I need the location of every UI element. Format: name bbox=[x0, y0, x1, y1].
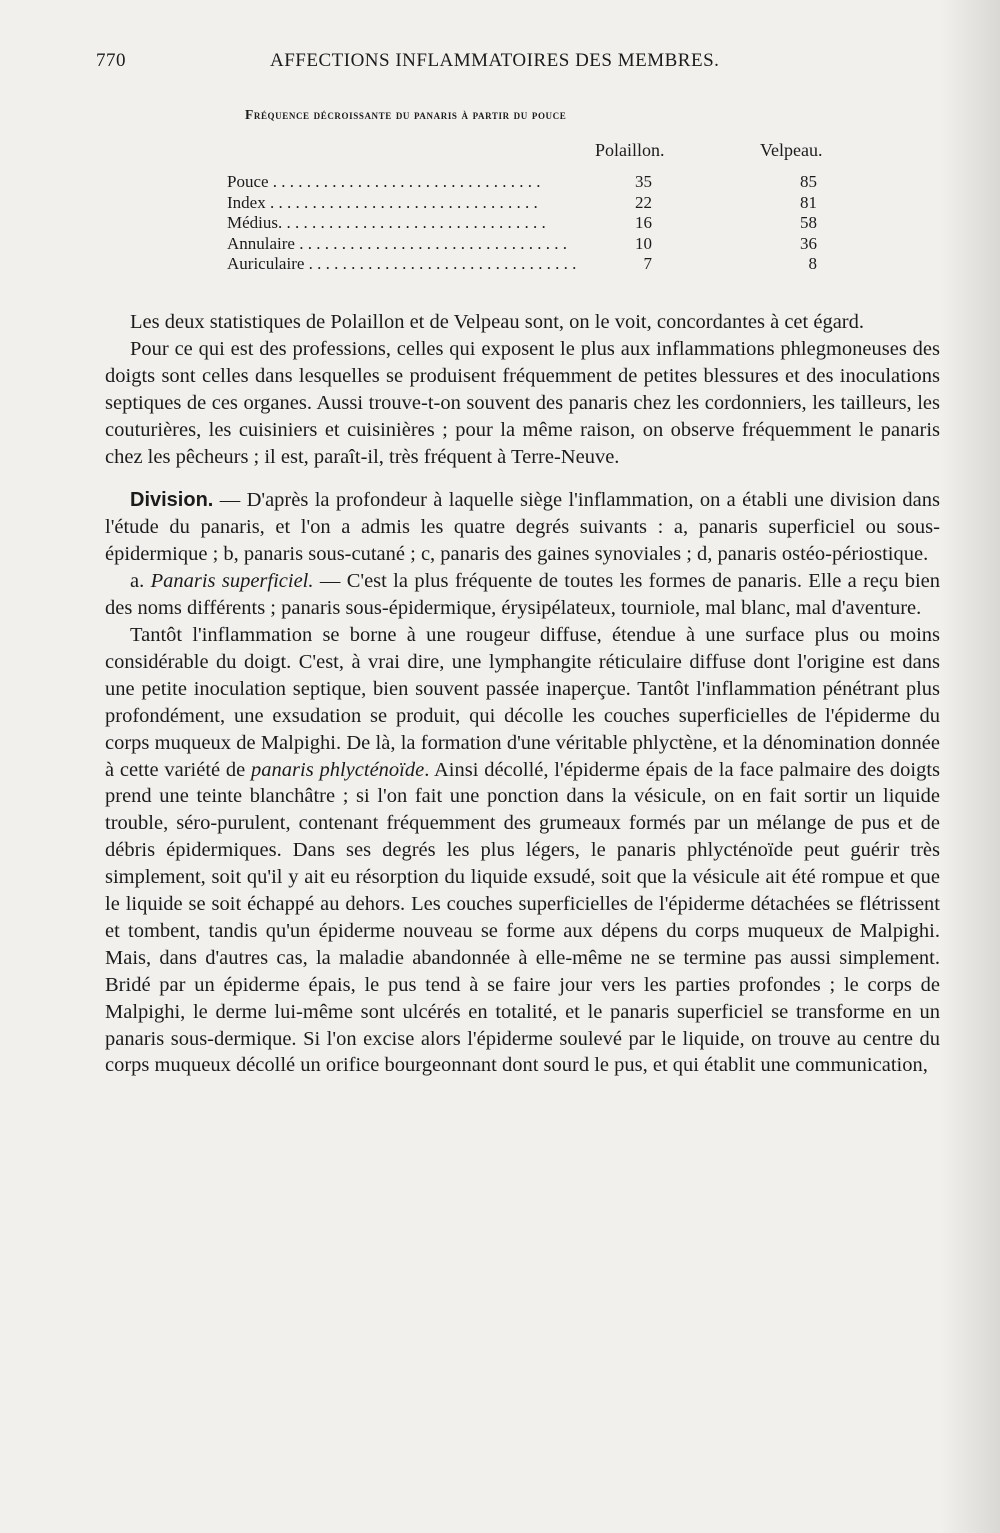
page-number: 770 bbox=[96, 50, 126, 71]
subsection-title: Panaris superficiel. bbox=[150, 570, 314, 593]
row-value-polaillon: 16 bbox=[635, 213, 652, 232]
paragraph-statistics: Les deux statistiques de Polaillon et de Velpeau sont, on le voit, concordantes à cet égard. bbox=[130, 311, 865, 333]
row-label: Index . . . . . . . . . . . . . . . . . . . . . . . . . . . . . . . . bbox=[227, 193, 538, 212]
table-title: Fréquence décroissante du panaris à partir du pouce bbox=[245, 107, 567, 122]
section-heading-division: Division. bbox=[130, 489, 214, 512]
table-row bbox=[227, 193, 837, 213]
row-value-velpeau: 58 bbox=[800, 213, 817, 232]
table-col-velpeau: Velpeau. bbox=[760, 140, 823, 160]
row-value-velpeau: 85 bbox=[800, 172, 817, 191]
row-label: Pouce . . . . . . . . . . . . . . . . . . . . . . . . . . . . . . . . bbox=[227, 172, 541, 191]
table-row bbox=[227, 254, 837, 274]
row-value-velpeau: 81 bbox=[800, 193, 817, 212]
row-value-velpeau: 36 bbox=[800, 234, 817, 253]
row-value-polaillon: 35 bbox=[635, 172, 652, 191]
table-row bbox=[227, 213, 837, 233]
table-row bbox=[227, 234, 837, 254]
row-label: Auriculaire . . . . . . . . . . . . . . . . . . . . . . . . . . . . . . . . bbox=[227, 254, 577, 273]
paragraph-professions: Pour ce qui est des professions, celles qui exposent le plus aux inflammations phlegmoneuses des doigts sont celles dans lesquelles se produisent fréquemment de petites blessures et des inoculations septiques de ces organes. Aussi trouve-t-on souvent des panaris chez les cordonniers, les tailleurs, les couturières, les cuisiniers et cuisinières ; pour la même raison, on observe fréquemment le panaris chez les pêcheurs ; il est, paraît-il, très fréquent à Terre-Neuve. bbox=[105, 337, 940, 468]
row-label: Annulaire . . . . . . . . . . . . . . . . . . . . . . . . . . . . . . . . bbox=[227, 234, 567, 253]
table-row bbox=[227, 172, 837, 192]
paragraph-inflammation: Tantôt l'inflammation se borne à une rougeur diffuse, étendue à une surface plus ou moins considérable du doigt. C'est, à vrai dire, une lymphangite réticulaire diffuse dont l'origine est dans une petite inoculation septique, bien souvent passée inaperçue. Tantôt l'inflammation pénétrant plus profondément, une exsudation se produit, qui décolle les couches superficielles de l'épiderme du corps muqueux de Malpighi. De là, la formation d'une véritable phlyctène, et la dénomination donnée à cette variété de panaris phlycténoïde. Ainsi décollé, l'épiderme épais de la face palmaire des doigts prend une teinte blanchâtre ; si l'on fait une ponction dans la vésicule, on en fait sortir un liquide trouble, séro-purulent, contenant fréquemment des grumeaux formés par un mélange de pus et de débris épidermiques. Dans ses degrés les plus légers, le panaris phlycténoïde peut guérir très simplement, soit qu'il y ait eu résorption du liquide exsudé, soit que la vésicule ait été rompue et que le liquide se soit échappé au dehors. Les couches superficielles de l'épiderme détachées se flétrissent et tombent, tandis qu'un épiderme nouveau se forme aux dépens du corps muqueux de Malpighi. Mais, dans d'autres cas, la maladie abandonnée à elle-même ne se termine pas aussi simplement. Bridé par un épiderme épais, le pus tend à se faire jour vers les parties profondes ; le corps de Malpighi, le derme lui-même sont ulcérés en totalité, et le panaris superficiel se transforme en un panaris sous-dermique. Si l'on excise alors l'épiderme soulevé par le liquide, on trouve au centre du corps muqueux décollé un orifice bourgeonnant dont sourd le pus, et qui établit une communication, bbox=[105, 623, 940, 1077]
row-value-velpeau: 8 bbox=[808, 254, 817, 273]
row-value-polaillon: 22 bbox=[635, 193, 652, 212]
row-value-polaillon: 10 bbox=[635, 234, 652, 253]
paragraph-division: Division. — D'après la profondeur à laquelle siège l'inflammation, on a établi une division dans l'étude du panaris, et l'on a admis les quatre degrés suivants : a, panaris superficiel ou sous-épidermique ; b, panaris sous-cutané ; c, panaris des gaines synoviales ; d, panaris ostéo-périostique. bbox=[105, 489, 940, 566]
row-label: Médius. . . . . . . . . . . . . . . . . . . . . . . . . . . . . . . . bbox=[227, 213, 546, 232]
running-title: AFFECTIONS INFLAMMATOIRES DES MEMBRES. bbox=[270, 50, 720, 71]
running-header bbox=[96, 50, 776, 80]
body-text bbox=[105, 309, 940, 1079]
page-edge-shadow bbox=[940, 0, 1000, 1533]
table-col-polaillon: Polaillon. bbox=[595, 140, 665, 160]
row-value-polaillon: 7 bbox=[643, 254, 652, 273]
paragraph-panaris-superficiel: a. Panaris superficiel. — C'est la plus fréquente de toutes les formes de panaris. Elle a reçu bien des noms différents ; panaris sous-épidermique, érysipélateux, tourniole, mal blanc, mal d'aventure. bbox=[105, 570, 940, 620]
